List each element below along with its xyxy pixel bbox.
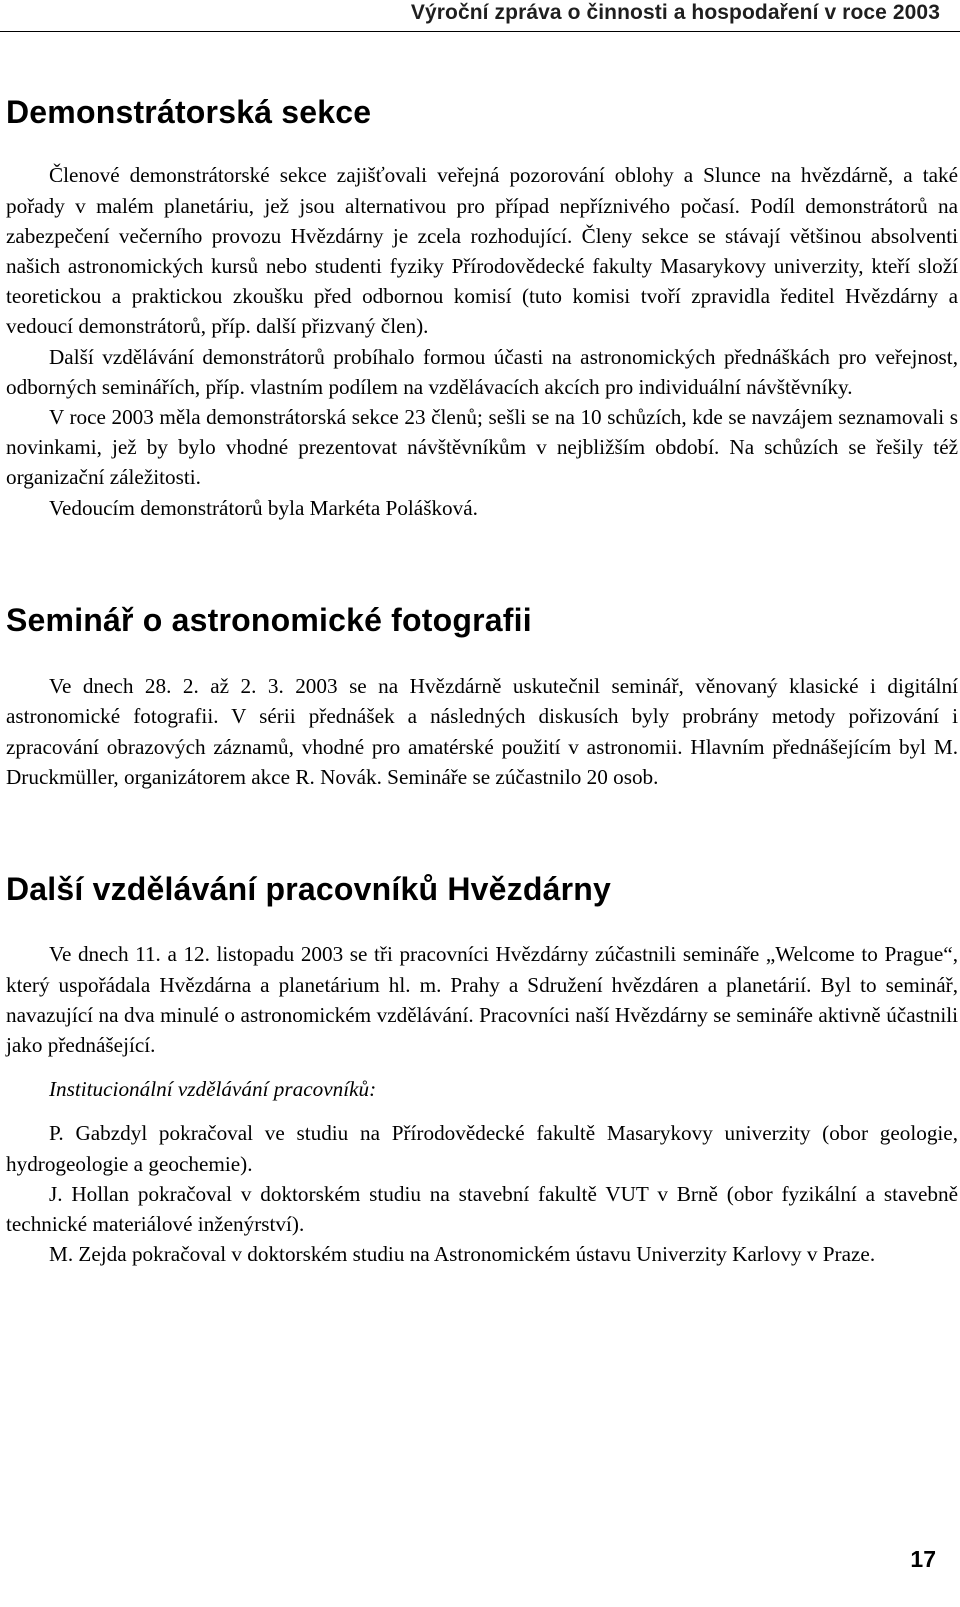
section-heading: Seminář o astronomické fotografii xyxy=(6,601,532,638)
paragraph: V roce 2003 měla demonstrátorská sekce 23 členů; sešli se na 10 schůzích, kde se navzájem seznamovali s novinkami, jež by bylo vhodné prezentovat návštěvníkům v nejbližším období. Na schůzích se řešily též organizační záležitosti. xyxy=(6,405,958,490)
header-divider xyxy=(0,31,960,32)
paragraph: Vedoucím demonstrátorů byla Markéta Polášková. xyxy=(49,495,478,520)
paragraph: Ve dnech 11. a 12. listopadu 2003 se tři pracovníci Hvězdárny zúčastnili semináře „Welcome to Prague“, který uspořádala Hvězdárna a planetárium hl. m. Prahy a Sdružení hvězdáren a planetárií. Byl to seminář, navazující na dva minulé o astronomickém vzdělávání. Pracovníci naší Hvězdárny se semináře aktivně účastnili jako přednášející. xyxy=(6,942,958,1058)
header-title: Výroční zpráva o činnosti a hospodaření v roce 2003 xyxy=(410,1,940,24)
paragraph: Členové demonstrátorské sekce zajišťovali veřejná pozorování oblohy a Slunce na hvězdárně, a také pořady v malém planetáriu, jež jsou alternativou pro případ nepříznivého počasí. Podíl demonstrátorů na zabezpečení večerního provozu Hvězdárny je zcela rozhodující. Členy sekce se stávají většinou absolventi našich astronomických kursů nebo studenti fyziky Přírodovědecké fakulty Masarykovy univerzity, kteří složí teoretickou a praktickou zkoušku před odbornou komisí (tuto komisi tvoří zpravidla ředitel Hvězdárny a vedoucí demonstrátorů, příp. další přizvaný člen). xyxy=(6,163,958,339)
section-heading: Další vzdělávání pracovníků Hvězdárny xyxy=(6,871,611,908)
section-demonstrators xyxy=(6,93,958,523)
document-body xyxy=(6,85,958,1269)
page-header xyxy=(0,0,960,32)
page-number: 17 xyxy=(910,1546,936,1572)
paragraph: Ve dnech 28. 2. až 2. 3. 2003 se na Hvězdárně uskutečnil seminář, věnovaný klasické i digitální astronomické fotografii. V sérii přednášek a následných diskusích byly probrány metody pořizování i zpracování obrazových záznamů, vhodné pro amatérské použití v astronomii. Hlavním přednášejícím byl M. Druckmüller, organizátorem akce R. Novák. Semináře se zúčastnilo 20 osob. xyxy=(6,674,958,789)
list-item: M. Zejda pokračoval v doktorském studiu na Astronomickém ústavu Univerzity Karlovy v Praze. xyxy=(49,1242,876,1267)
list-item: J. Hollan pokračoval v doktorském studiu na stavební fakultě VUT v Brně (obor fyzikální a stavebně technické materiálové inženýrství). xyxy=(6,1181,958,1237)
section-staff-education xyxy=(6,870,958,1269)
section-spacer xyxy=(6,523,958,601)
paragraph: Další vzdělávání demonstrátorů probíhalo formou účasti na astronomických přednáškách pro veřejnost, odborných seminářích, příp. vlastním podílem na vzdělávacích akcích pro individuální návštěvníky. xyxy=(6,344,958,399)
section-heading: Demonstrátorská sekce xyxy=(6,94,372,130)
list-item: P. Gabzdyl pokračoval ve studiu na Přírodovědecké fakultě Masarykovy univerzity (obor geologie, hydrogeologie a geochemie). xyxy=(6,1121,958,1176)
subheading: Institucionální vzdělávání pracovníků: xyxy=(49,1077,377,1102)
section-spacer xyxy=(6,792,958,870)
section-photo-seminar xyxy=(6,601,958,792)
